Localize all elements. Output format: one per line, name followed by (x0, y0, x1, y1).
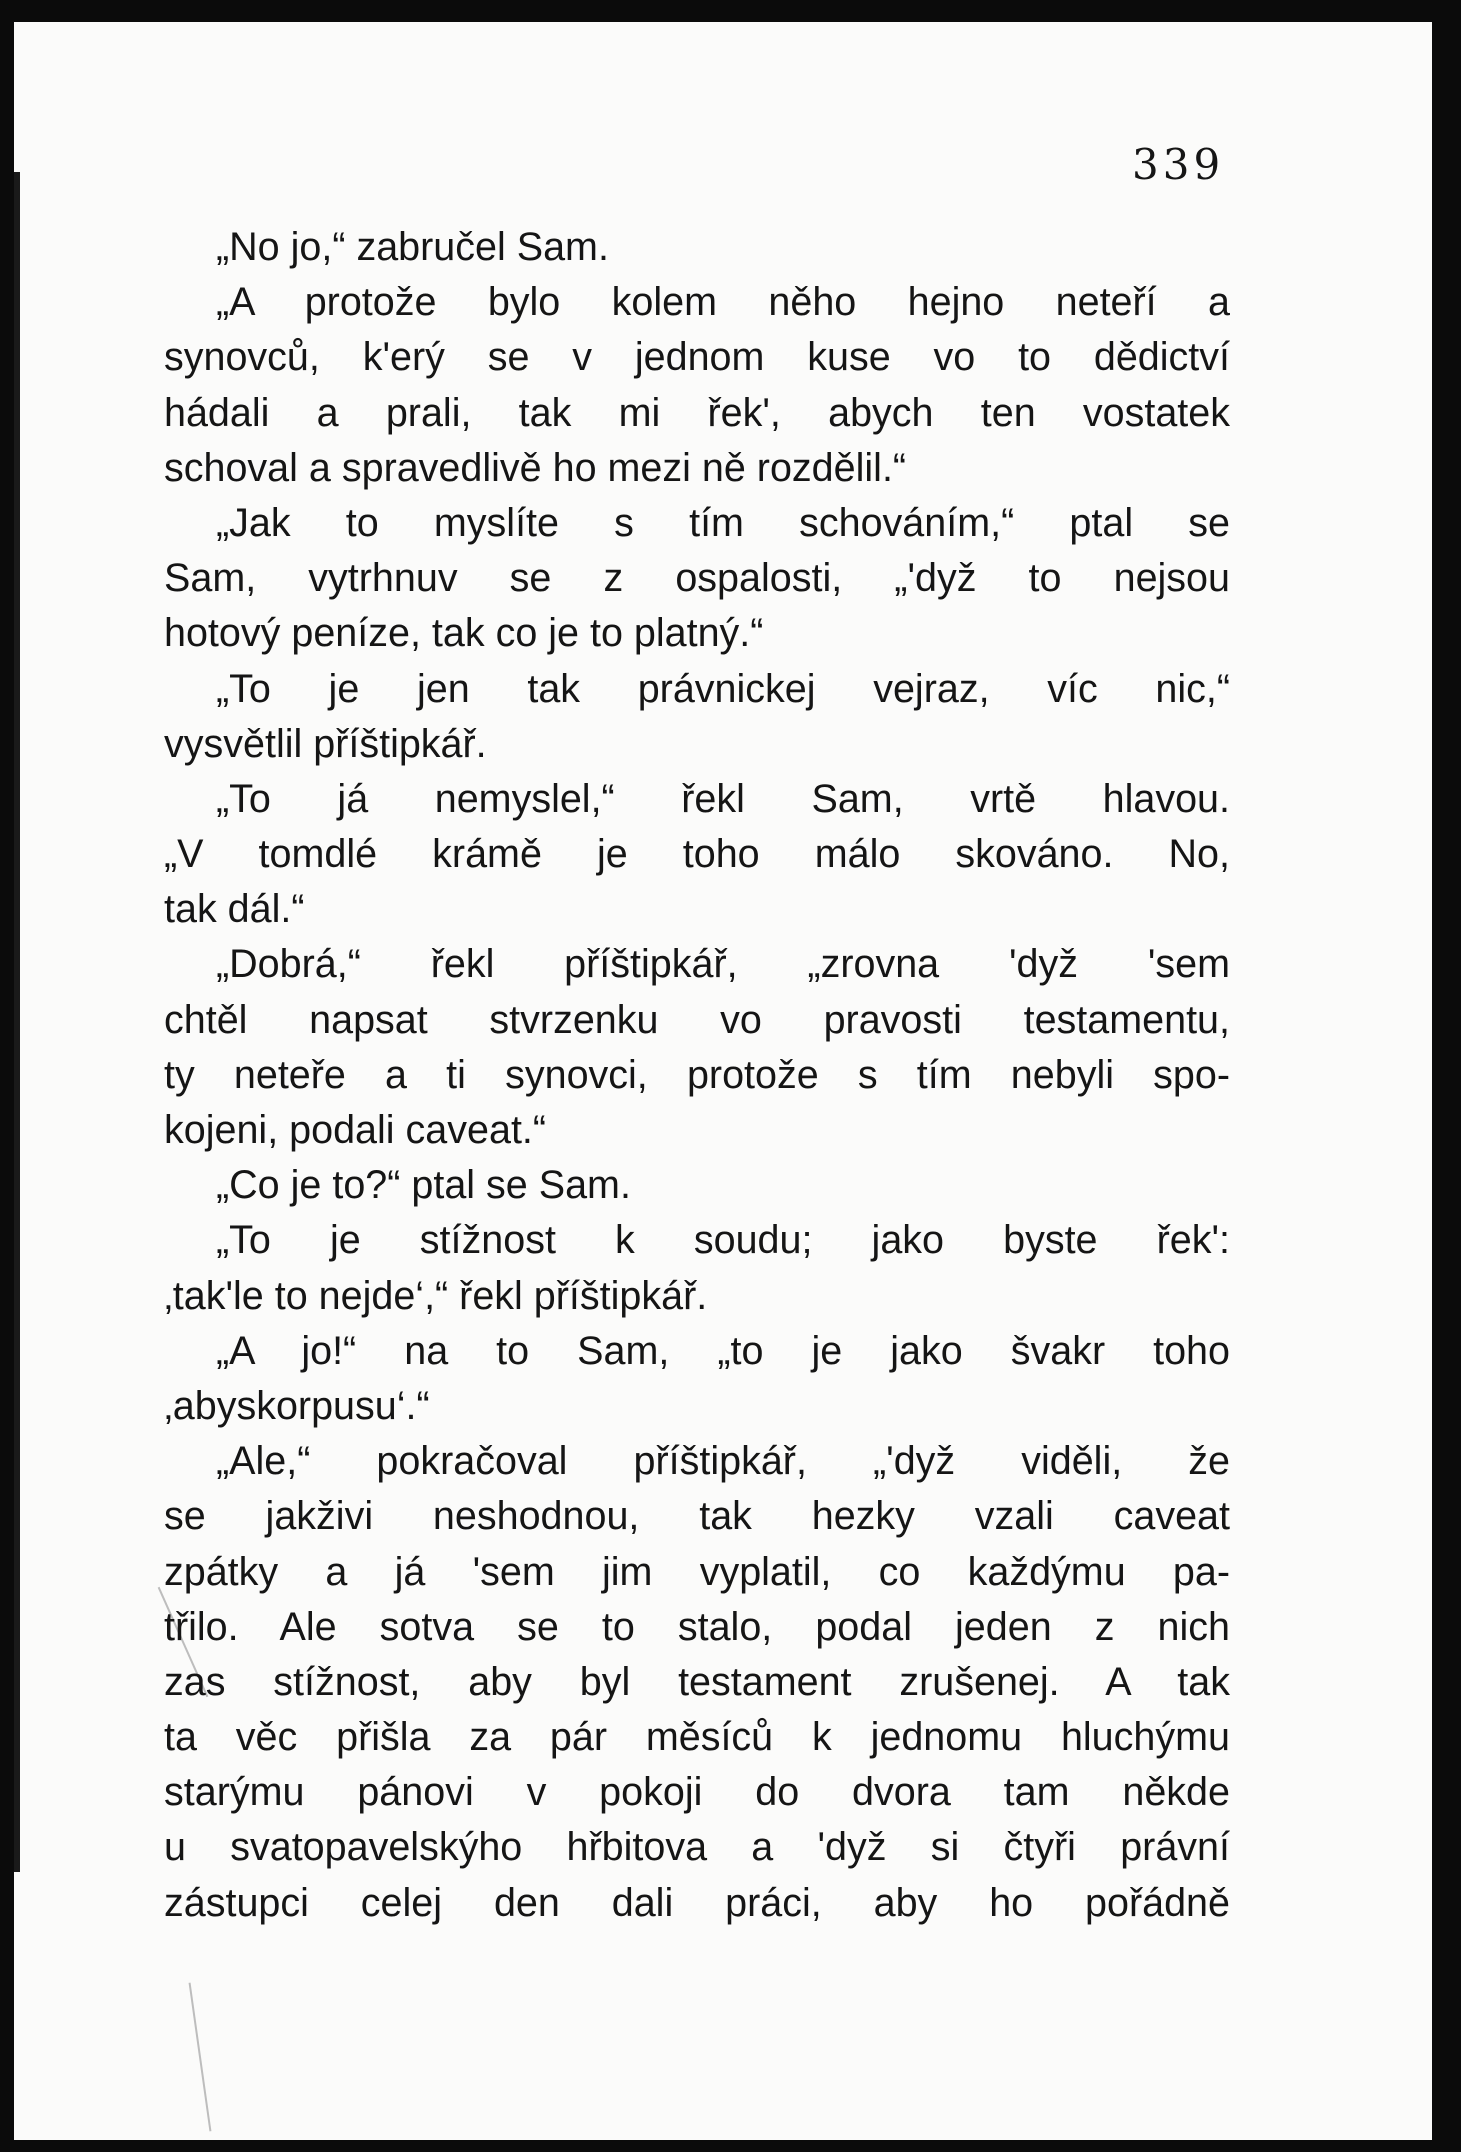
text-line: chtěl napsat stvrzenku vo pravosti testamentu, (164, 997, 1230, 1042)
text-line: „Jak to myslíte s tím schováním,“ ptal se (216, 500, 1230, 545)
text-line: „A protože bylo kolem něho hejno neteří a (216, 280, 1230, 325)
text-line: zpátky a já 'sem jim vyplatil, co každýmu pa- (164, 1549, 1230, 1594)
text-line: zas stížnost, aby byl testament zrušenej. A tak (164, 1659, 1230, 1704)
text-line: ty neteře a ti synovci, protože s tím nebyli spo- (164, 1052, 1230, 1097)
text-line: synovců, k'erý se v jednom kuse vo to dědictví (164, 335, 1230, 380)
text-line: starýmu pánovi v pokoji do dvora tam někde (164, 1770, 1230, 1815)
text-line: hádali a prali, tak mi řek', abych ten vostatek (164, 390, 1230, 435)
text-line: kojeni, podali caveat.“ (164, 1108, 547, 1152)
book-page (14, 22, 1432, 2140)
page-binding-edge (14, 172, 20, 1872)
text-line: „Co je to?“ ptal se Sam. (216, 1163, 631, 1208)
text-line: tak dál.“ (164, 887, 305, 932)
text-line: „Ale,“ pokračoval příštipkář, „'dyž viděli, že (216, 1439, 1230, 1484)
scan-scratch-mark (189, 1983, 212, 2132)
text-line: „V tomdlé krámě je toho málo skováno. No, (164, 832, 1230, 877)
text-line: u svatopavelskýho hřbitova a 'dyž si čtyři právní (164, 1825, 1230, 1870)
text-line: se jakživi neshodnou, tak hezky vzali caveat (164, 1494, 1230, 1539)
text-line: ‚abyskorpusu‘.“ (164, 1383, 430, 1428)
text-line: třilo. Ale sotva se to stalo, podal jeden z nich (164, 1604, 1230, 1649)
text-line: „To je stížnost k soudu; jako byste řek': (216, 1218, 1230, 1263)
text-line: „To já nemyslel,“ řekl Sam, vrtě hlavou. (216, 776, 1230, 821)
text-line: schoval a spravedlivě ho mezi ně rozdělil.“ (164, 445, 907, 490)
text-line: „To je jen tak právnickej vejraz, víc nic,“ (216, 666, 1230, 711)
text-line: ‚tak'le to nejde‘,“ řekl příštipkář. (164, 1273, 708, 1318)
text-line: vysvětlil příštipkář. (164, 721, 487, 766)
text-line: „No jo,“ zabručel Sam. (216, 225, 609, 269)
text-line: Sam, vytrhnuv se z ospalosti, „'dyž to nejsou (164, 556, 1230, 601)
body-text (164, 220, 1230, 1931)
text-line: zástupci celej den dali práci, aby ho pořádně (164, 1880, 1230, 1925)
page-number: 339 (1132, 140, 1225, 189)
text-line: „A jo!“ na to Sam, „to je jako švakr toho (216, 1328, 1230, 1373)
text-line: hotový peníze, tak co je to platný.“ (164, 611, 764, 656)
text-line: „Dobrá,“ řekl příštipkář, „zrovna 'dyž 'sem (216, 942, 1230, 987)
text-line: ta věc přišla za pár měsíců k jednomu hluchýmu (164, 1715, 1230, 1760)
